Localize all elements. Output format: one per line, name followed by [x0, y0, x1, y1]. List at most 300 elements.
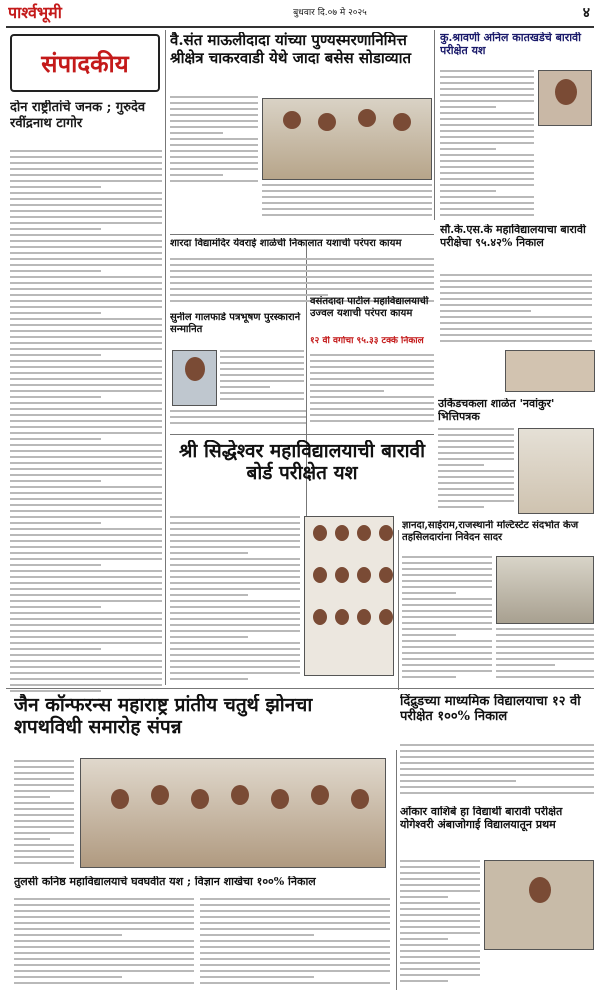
story-body-text: [170, 96, 258, 186]
text-line: [10, 180, 162, 182]
text-line: [170, 588, 300, 590]
text-line: [402, 610, 492, 612]
text-line: [170, 162, 258, 164]
text-line: [400, 908, 480, 910]
photo-soukes: [505, 350, 595, 392]
text-line: [400, 860, 480, 862]
text-line: [10, 456, 162, 458]
text-line: [10, 510, 162, 512]
text-line: [14, 922, 194, 924]
text-line: [440, 208, 534, 210]
text-line: [10, 408, 162, 410]
text-line: [14, 844, 74, 846]
text-line: [440, 322, 592, 324]
text-line: [310, 414, 434, 416]
text-line: [14, 964, 194, 966]
text-line: [10, 354, 101, 356]
text-line: [440, 292, 592, 294]
text-line: [10, 378, 162, 380]
text-line: [10, 390, 162, 392]
text-line: [440, 316, 592, 318]
text-line: [200, 958, 390, 960]
text-line: [170, 570, 300, 572]
text-line: [440, 160, 534, 162]
text-line: [400, 866, 480, 868]
text-line: [440, 202, 534, 204]
text-line: [220, 356, 304, 358]
text-line: [14, 820, 74, 822]
text-line: [170, 270, 434, 272]
text-line: [14, 778, 74, 780]
text-line: [10, 684, 162, 686]
text-line: [170, 114, 258, 116]
text-line: [10, 372, 162, 374]
text-line: [310, 372, 434, 374]
text-line: [440, 274, 592, 276]
story-body-text: [200, 898, 390, 992]
text-line: [10, 168, 162, 170]
text-line: [14, 982, 194, 984]
text-line: [400, 956, 480, 958]
text-line: [10, 198, 162, 200]
text-line: [440, 82, 534, 84]
text-line: [438, 482, 514, 484]
text-line: [10, 528, 162, 530]
text-line: [10, 642, 162, 644]
text-line: [14, 832, 74, 834]
text-line: [10, 330, 162, 332]
text-line: [10, 486, 162, 488]
text-line: [10, 558, 162, 560]
text-line: [14, 826, 74, 828]
text-line: [400, 938, 448, 940]
text-line: [402, 598, 492, 600]
text-line: [400, 914, 480, 916]
text-line: [402, 646, 492, 648]
column-rule: [434, 30, 435, 220]
text-line: [10, 546, 162, 548]
text-line: [170, 534, 300, 536]
text-line: [10, 450, 162, 452]
text-line: [14, 958, 194, 960]
text-line: [10, 306, 162, 308]
text-line: [438, 476, 514, 478]
text-line: [10, 444, 162, 446]
text-line: [496, 646, 594, 648]
text-line: [496, 658, 594, 660]
text-line: [10, 288, 162, 290]
text-line: [310, 378, 434, 380]
text-line: [220, 392, 304, 394]
text-line: [170, 522, 300, 524]
text-line: [200, 964, 390, 966]
text-line: [10, 252, 162, 254]
column-rule: [396, 750, 397, 990]
text-line: [440, 172, 534, 174]
headline-dnyanada: ज्ञानदा,साईराम,राजस्थानी मल्टिस्टेट संदर्भात केज तहसिलदारांना निवेदन सादर: [402, 520, 579, 543]
text-line: [220, 374, 304, 376]
text-line: [10, 666, 162, 668]
text-line: [170, 168, 258, 170]
text-line: [10, 474, 162, 476]
story-body-text: [170, 410, 306, 430]
text-line: [220, 362, 304, 364]
text-line: [10, 462, 162, 464]
photo-urkidchakla: [518, 428, 594, 514]
text-line: [10, 210, 162, 212]
text-line: [400, 962, 480, 964]
text-line: [14, 784, 74, 786]
text-line: [400, 878, 480, 880]
text-line: [496, 634, 594, 636]
text-line: [170, 630, 300, 632]
text-line: [14, 946, 194, 948]
text-line: [440, 184, 534, 186]
text-line: [10, 312, 101, 314]
text-line: [400, 774, 594, 776]
text-line: [10, 678, 162, 680]
text-line: [10, 582, 162, 584]
text-line: [438, 428, 514, 430]
text-line: [438, 506, 484, 508]
text-line: [438, 458, 514, 460]
text-line: [10, 648, 101, 650]
text-line: [10, 564, 101, 566]
text-line: [14, 928, 194, 930]
headline-sharada: शारदा विद्यामंदिर येवराई शाळेची निकालात यशाची परंपरा कायम: [170, 238, 402, 249]
text-line: [200, 946, 390, 948]
text-line: [200, 910, 390, 912]
text-line: [14, 952, 194, 954]
issue-date: बुधवार दि.०७ मे २०२५: [293, 8, 367, 18]
text-line: [440, 304, 592, 306]
text-line: [440, 130, 534, 132]
text-line: [10, 504, 162, 506]
text-line: [10, 186, 101, 188]
text-line: [170, 422, 306, 424]
editorial-headline: दोन राष्ट्रीतांचे जनक ; गुरुदेव रवींद्रनाथ टागोर: [10, 100, 146, 131]
text-line: [400, 768, 594, 770]
text-line: [402, 676, 456, 678]
text-line: [440, 106, 496, 108]
story-body-text: [262, 184, 432, 224]
text-line: [10, 324, 162, 326]
text-line: [400, 756, 594, 758]
text-line: [402, 580, 492, 582]
text-line: [310, 408, 434, 410]
text-line: [170, 156, 258, 158]
text-line: [200, 916, 390, 918]
text-line: [310, 396, 434, 398]
text-line: [400, 872, 480, 874]
text-line: [14, 934, 122, 936]
text-line: [200, 934, 314, 936]
text-line: [14, 772, 74, 774]
text-line: [170, 618, 300, 620]
text-line: [10, 606, 101, 608]
text-line: [400, 884, 480, 886]
text-line: [170, 108, 258, 110]
text-line: [10, 240, 162, 242]
text-line: [310, 420, 434, 422]
headline-urkidchakla: उर्किडचकला शाळेत 'नवांकुर' भित्तिपत्रक: [438, 398, 555, 423]
text-line: [10, 366, 162, 368]
text-line: [402, 640, 492, 642]
text-line: [438, 494, 514, 496]
text-line: [438, 488, 514, 490]
text-line: [10, 600, 162, 602]
text-line: [170, 600, 300, 602]
text-line: [10, 660, 162, 662]
text-line: [14, 766, 74, 768]
text-line: [440, 112, 534, 114]
text-line: [440, 214, 534, 216]
text-line: [10, 276, 162, 278]
text-line: [170, 294, 328, 296]
text-line: [170, 174, 223, 176]
text-line: [170, 606, 300, 608]
text-line: [170, 144, 258, 146]
subhead-vasantdada: १२ वी वर्गाचा ९५.३३ टक्के निकाल: [310, 336, 424, 346]
text-line: [170, 416, 306, 418]
text-line: [440, 118, 534, 120]
text-line: [400, 744, 594, 746]
text-line: [440, 196, 534, 198]
text-line: [400, 786, 594, 788]
text-line: [402, 604, 492, 606]
text-line: [10, 216, 162, 218]
text-line: [402, 658, 492, 660]
text-line: [438, 440, 514, 442]
text-line: [200, 982, 390, 984]
text-line: [400, 750, 594, 752]
text-line: [14, 904, 194, 906]
text-line: [400, 944, 480, 946]
text-line: [402, 556, 492, 558]
text-line: [310, 360, 434, 362]
text-line: [10, 174, 162, 176]
text-line: [440, 298, 592, 300]
text-line: [440, 310, 531, 312]
photo-sunil: [172, 350, 217, 406]
text-line: [496, 676, 594, 678]
text-line: [170, 126, 258, 128]
text-line: [10, 636, 162, 638]
text-line: [200, 976, 314, 978]
text-line: [170, 582, 300, 584]
text-line: [262, 214, 432, 216]
text-line: [220, 350, 304, 352]
text-line: [200, 970, 390, 972]
text-line: [14, 910, 194, 912]
text-line: [10, 222, 162, 224]
text-line: [440, 340, 592, 342]
text-line: [220, 398, 304, 400]
text-line: [402, 628, 492, 630]
text-line: [440, 136, 534, 138]
text-line: [14, 850, 74, 852]
paper-logo: पार्श्वभूमी: [8, 3, 62, 22]
text-line: [170, 516, 300, 518]
text-line: [400, 920, 480, 922]
text-line: [14, 862, 74, 864]
text-line: [220, 386, 270, 388]
text-line: [200, 952, 390, 954]
text-line: [10, 270, 101, 272]
text-line: [14, 838, 50, 840]
text-line: [10, 534, 162, 536]
text-line: [10, 360, 162, 362]
photo-sant-maulidada: [262, 98, 432, 180]
photo-omkar: [484, 860, 594, 950]
text-line: [440, 286, 592, 288]
text-line: [10, 522, 101, 524]
text-line: [402, 568, 492, 570]
text-line: [170, 410, 306, 412]
text-line: [10, 480, 101, 482]
text-line: [10, 318, 162, 320]
text-line: [496, 664, 555, 666]
editorial-body-text: [10, 150, 162, 700]
headline-jain: जैन कॉन्फरन्स महाराष्ट्र प्रांतीय चतुर्थ झोनचा शपथविधी समारोह संपन्न: [14, 694, 313, 739]
text-line: [170, 624, 300, 626]
text-line: [310, 384, 434, 386]
text-line: [402, 664, 492, 666]
text-line: [14, 802, 74, 804]
column-rule: [398, 530, 399, 690]
text-line: [14, 940, 194, 942]
text-line: [438, 464, 484, 466]
text-line: [220, 368, 304, 370]
text-line: [10, 264, 162, 266]
text-line: [10, 156, 162, 158]
text-line: [400, 950, 480, 952]
text-line: [402, 592, 456, 594]
text-line: [10, 690, 101, 692]
text-line: [440, 88, 534, 90]
text-line: [10, 492, 162, 494]
text-line: [400, 980, 448, 982]
text-line: [262, 184, 432, 186]
text-line: [262, 190, 432, 192]
text-line: [170, 552, 248, 554]
column-rule: [165, 30, 166, 685]
text-line: [10, 342, 162, 344]
section-rule: [170, 234, 434, 235]
photo-dnyanada: [496, 556, 594, 624]
text-line: [400, 762, 594, 764]
photo-jain-ceremony: [80, 758, 386, 868]
text-line: [10, 612, 162, 614]
headline-tulsi: तुलसी कनिष्ठ महाविद्यालयाचे घवघवीत यश ; विज्ञान शाखेचा १००% निकाल: [14, 876, 316, 888]
page-number: ४: [582, 5, 590, 21]
photo-shravani: [538, 70, 592, 126]
section-rule: [6, 688, 594, 689]
text-line: [10, 552, 162, 554]
text-line: [10, 594, 162, 596]
text-line: [400, 932, 480, 934]
text-line: [400, 926, 480, 928]
text-line: [200, 898, 390, 900]
text-line: [402, 622, 492, 624]
story-body-text: [220, 350, 304, 406]
text-line: [170, 528, 300, 530]
story-body-text: [496, 628, 594, 682]
text-line: [10, 420, 162, 422]
text-line: [10, 384, 162, 386]
headline-vasantdada: वसंतदादा पाटील महाविद्यालयाची उज्वल यशाची परंपरा कायम: [310, 296, 429, 319]
text-line: [10, 246, 162, 248]
text-line: [170, 576, 300, 578]
masthead-rule: [6, 26, 594, 28]
headline-omkar: ओंकार वाशिबे हा विद्यार्थी बारावी परीक्षेत योगेश्वरी अंबाजोगाई विद्यालयातून प्रथम: [400, 806, 563, 831]
headline-siddheshwar: श्री सिद्धेश्वर महाविद्यालयाची बारावी बोर्ड परीक्षेत यश: [178, 440, 426, 485]
text-line: [10, 630, 162, 632]
text-line: [440, 166, 534, 168]
text-line: [170, 660, 300, 662]
text-line: [14, 760, 74, 762]
text-line: [10, 228, 101, 230]
story-body-text: [170, 516, 300, 686]
text-line: [438, 434, 514, 436]
text-line: [170, 288, 434, 290]
text-line: [170, 564, 300, 566]
text-line: [402, 574, 492, 576]
text-line: [170, 138, 258, 140]
text-line: [10, 624, 162, 626]
text-line: [14, 790, 74, 792]
text-line: [402, 670, 492, 672]
text-line: [496, 640, 594, 642]
text-line: [170, 666, 300, 668]
text-line: [14, 916, 194, 918]
text-line: [440, 148, 496, 150]
text-line: [10, 498, 162, 500]
story-body-text: [440, 70, 534, 220]
text-line: [438, 470, 514, 472]
text-line: [10, 258, 162, 260]
text-line: [170, 636, 248, 638]
text-line: [10, 540, 162, 542]
text-line: [10, 426, 162, 428]
text-line: [10, 300, 162, 302]
text-line: [10, 576, 162, 578]
text-line: [440, 142, 534, 144]
text-line: [440, 100, 534, 102]
story-body-text: [402, 556, 492, 682]
text-line: [10, 282, 162, 284]
headline-sant-maulidada: वै.संत माऊलीदादा यांच्या पुण्यस्मरणानिमित्त श्रीक्षेत्र चाकरवाडी येथे जादा बसेस सोडाव्यात: [170, 32, 412, 67]
text-line: [402, 652, 492, 654]
text-line: [170, 150, 258, 152]
text-line: [440, 178, 534, 180]
text-line: [170, 642, 300, 644]
text-line: [170, 540, 300, 542]
section-rule: [170, 434, 434, 435]
text-line: [170, 558, 300, 560]
headline-sunil: सुनील गालफाडे पत्रभूषण पुरस्काराने सन्मानित: [170, 312, 301, 335]
text-line: [170, 264, 434, 266]
photo-siddheshwar-students: [304, 516, 394, 676]
text-line: [170, 282, 434, 284]
text-line: [10, 396, 101, 398]
text-line: [440, 70, 534, 72]
story-body-text: [14, 760, 74, 870]
text-line: [14, 856, 74, 858]
text-line: [10, 234, 162, 236]
text-line: [170, 180, 258, 182]
text-line: [400, 780, 516, 782]
